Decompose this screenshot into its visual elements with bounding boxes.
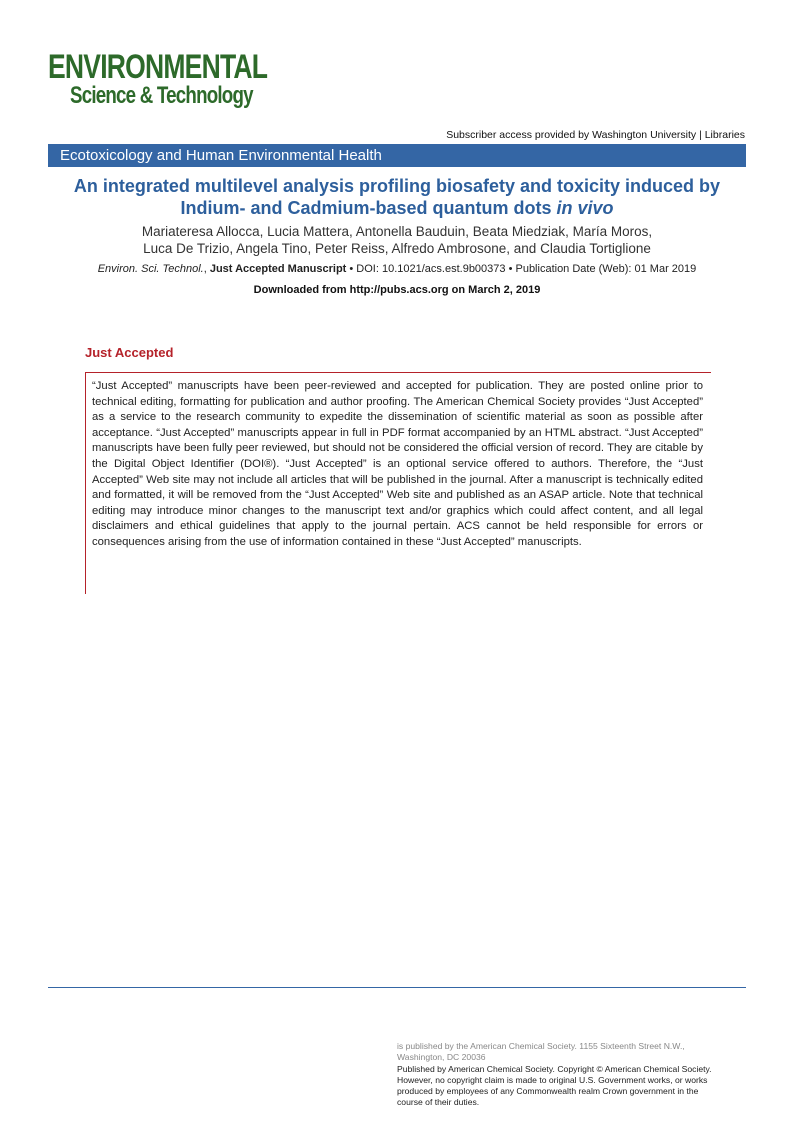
- citation-status: Just Accepted Manuscript: [209, 263, 347, 275]
- article-title-italic: in vivo: [556, 198, 614, 218]
- logo-line-environmental: ENVIRONMENTAL: [48, 48, 268, 86]
- footer-line-crown: produced by employees of any Commonwealth realm Crown government in the: [397, 1086, 699, 1097]
- citation-doi-date: • DOI: 10.1021/acs.est.9b00373 • Publication Date (Web): 01 Mar 2019: [346, 263, 697, 275]
- article-title: [48, 175, 746, 219]
- publisher-footer: [397, 1041, 747, 1109]
- download-note: Downloaded from http://pubs.acs.org on March 2, 2019: [253, 284, 541, 296]
- footer-divider: [48, 987, 746, 988]
- footer-line-duties: course of their duties.: [397, 1097, 480, 1108]
- citation-journal: Environ. Sci. Technol.: [97, 263, 204, 275]
- footer-line-address: is published by the American Chemical Society. 1155 Sixteenth Street N.W.,: [397, 1041, 685, 1051]
- citation-separator: ,: [203, 263, 210, 275]
- authors-line-1: Mariateresa Allocca, Lucia Mattera, Antonella Bauduin, Beata Miedziak, María Moros,: [141, 224, 653, 239]
- footer-line-copyright: Published by American Chemical Society. Copyright © American Chemical Society.: [397, 1063, 712, 1074]
- footer-line-city: Washington, DC 20036: [397, 1052, 486, 1063]
- just-accepted-box: [85, 372, 711, 594]
- journal-logo: [48, 48, 268, 118]
- footer-line-claim: However, no copyright claim is made to original U.S. Government works, or works: [397, 1074, 708, 1085]
- section-label: Ecotoxicology and Human Environmental Health: [60, 147, 382, 164]
- section-banner: [48, 144, 746, 167]
- logo-line-science-technology: Science & Technology: [70, 82, 253, 109]
- citation-line: [48, 263, 746, 275]
- subscriber-access-note: Subscriber access provided by Washington University | Libraries: [446, 129, 745, 141]
- authors-line-2: Luca De Trizio, Angela Tino, Peter Reiss, Alfredo Ambrosone, and Claudia Tortiglione: [143, 241, 651, 256]
- just-accepted-heading: Just Accepted: [85, 345, 174, 360]
- article-title-main: An integrated multilevel analysis profiling biosafety and toxicity induced by Indium- and Cadmium-based quantum dots: [73, 176, 721, 218]
- just-accepted-body: “Just Accepted” manuscripts have been peer-reviewed and accepted for publication. They are posted online prior to technical editing, formatting for publication and author proofing. The American Chemical Society provides “Just Accepted” as a service to the research community to expedite the dissemination of scientific material as soon as possible after acceptance. “Just Accepted” manuscripts appear in full in PDF format accompanied by an HTML abstract. “Just Accepted” manuscripts have been fully peer reviewed, but should not be considered the official version of record. They are citable by the Digital Object Identifier (DOI®). “Just Accepted” is an optional service offered to authors. Therefore, the “Just Accepted” Web site may not include all articles that will be published in the journal. After a manuscript is technically edited and formatted, it will be removed from the “Just Accepted” Web site and published as an ASAP article. Note that technical editing may introduce minor changes to the manuscript text and/or graphics which could affect content, and all legal disclaimers and ethical guidelines that apply to the journal pertain. ACS cannot be held responsible for errors or consequences arising from the use of information contained in these “Just Accepted” manuscripts.: [92, 380, 703, 548]
- author-list: [48, 223, 746, 257]
